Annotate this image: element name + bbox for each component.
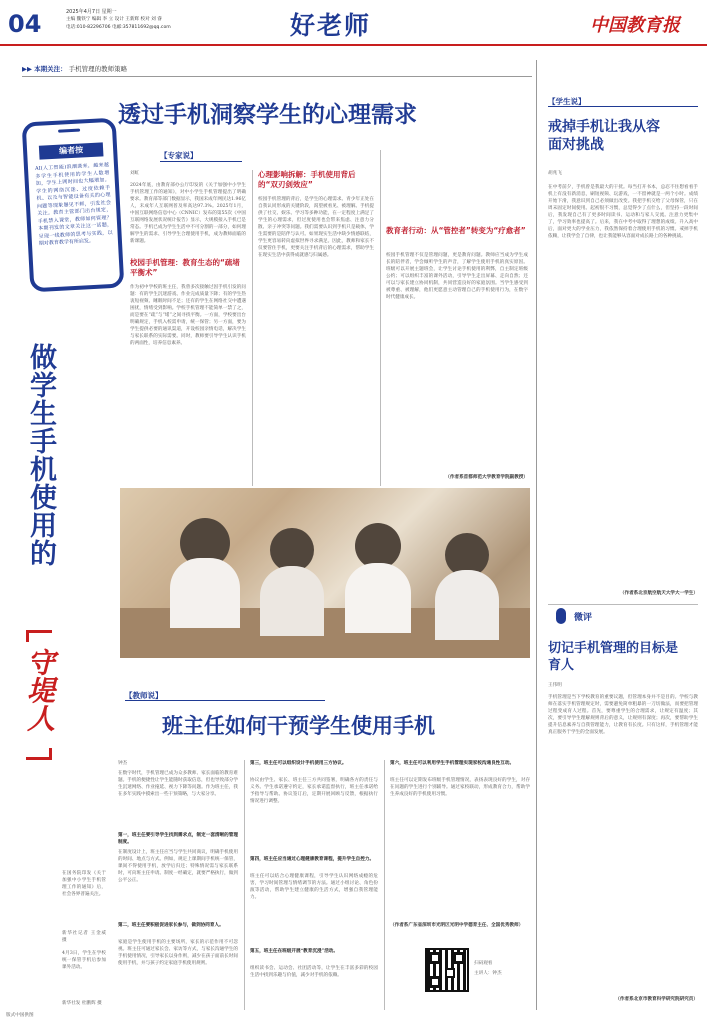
focus-topic: 手机管理的教师策略	[68, 65, 128, 73]
teacher-s1: 第一，班主任要引导学生找到需求点，制定一套清晰的管理制度。	[118, 833, 238, 845]
expert-sub-2: 心理影响拆解：手机使用背后的“双刃剑效应”	[258, 170, 356, 189]
editor-note-text: AI(人工智能)浪潮袭来，越来越多学生手机使用的学生人数增加，学生上网时间也大幅增加。学生的网络沉迷、过度依赖手机、以及与智能设备有关的心理问题等现象屡见不鲜，引发社会关注。教育主管部门出台规定，手机禁入课堂，教师如何管理？本期刊发的文章关注这一话题，呈现一线教师的思考与实践，以期对教育教学有所启发。	[34, 162, 113, 247]
expert-credit: （作者系首都师范大学教育学院副教授）	[445, 475, 528, 480]
weiping-tag: 微评	[574, 613, 593, 623]
editor-line: 主编 魏铁宁 编辑 李 立 设计 王新辉 校对 刘 睿	[66, 17, 162, 22]
phone-speaker	[58, 129, 80, 133]
headline-quote-open	[26, 630, 52, 642]
qr-code[interactable]	[425, 948, 469, 992]
footer-credit: 版式中国供图	[6, 1013, 34, 1018]
expert-lead: 2024年底，由教育部办公厅印发的《关于加强中小学生手机管理工作的通知》，对中小学生手机管理提出了明确要求。教育部等部门数据显示，我国未成年网民达1.96亿人，未成年人互联网普及率高达97.3%。2025年1月，中国互联网络信息中心（CNNIC）发布的第55次《中国互联网络发展状况统计报告》显示，大规模接入手机已是常态。手机已成为学生生活中不可分割的一部分，如何理解学生的需求、引导学生合理使用手机，成为教师面临的新课题。	[130, 183, 246, 244]
masthead: 中国教育报	[590, 15, 680, 36]
weiping-title: 切记手机管理的目标是育人	[548, 641, 679, 673]
teacher-body-1: 在数字时代，手机管理已成为众多教师、家长面临的教育难题。手机的便捷性让学生能随时获取信息，但也导致部分学生沉迷网络、作业拖延、视力下降等问题。作为班主任，我在多年实践中摸索出一些干预策略，与大家分享。	[118, 771, 238, 797]
headline-quote-close	[26, 748, 52, 760]
weiping-credit: （作者系北京市教育科学研究院研究员）	[615, 997, 698, 1002]
student-title: 戒掉手机让我从容面对挑战	[548, 119, 660, 153]
photo-overlay	[120, 488, 530, 658]
teacher-body-2: 在制度设计上，班主任应当与学生共同商议，明确手机使用的时间、地点与方式。例如，规定上课期间手机统一保管，课间不得使用手机，放学后归还；特殊情况需与家长联系时，可向班主任申请。制度一经确定，就要严格执行，做到公平公正。	[118, 850, 238, 883]
classroom-photo	[120, 488, 530, 658]
teacher-body-3: 家庭是学生使用手机的主要场所，家长的示范作用不可忽视。班主任可通过家长会、家访等方式，与家长沟通学生的手机使用情况，引导家长以身作则，减少在孩子面前长时间使用手机，并与孩子约定家庭手机使用规则。	[118, 940, 238, 966]
expert-sub-1: 校园手机管理：教育生态的“疏堵平衡术”	[130, 258, 240, 277]
expert-body-2: 校园手机管理的背后，是学生的心理需求。青少年正处在自我认同形成的关键阶段，渴望被看见、被理解。手机提供了社交、娱乐、学习等多种功能，在一定程度上满足了学生的心理需求，但过度使用也会带来焦虑、注意力分散、亲子冲突等问题。我们需要认识到手机只是载体，学生需要的是陪伴与认可。如果现实生活中缺少情感联结，学生更容易转向虚拟世界寻求满足。因此，教师和家长不仅要管住手机，更要关注手机背后的心理需求，帮助学生在现实生活中获得成就感与归属感。	[258, 197, 374, 258]
section-title: 好老师	[290, 11, 372, 40]
teacher-title: 班主任如何干预学生使用手机	[162, 713, 435, 738]
student-tag-rule	[548, 106, 698, 107]
sidebar-note-2: 4月3日，学生在学校统一保管手机后参加课外活动。	[62, 951, 106, 970]
expert-body-3: 校园手机管理不仅是管理问题，更是教育问题。教师应当成为学生成长的陪伴者，学会倾听学生的声音，了解学生使用手机的真实原因。班级可以开展主题班会，让学生讨论手机使用的利弊，自主制定班级公约；可以组织丰富的课外活动，引导学生走出屏幕、走向自然；还可以与家长建立协同机制，共同营造良好的家庭氛围。当学生感受到被尊重、被理解，他们更愿意主动管理自己的手机使用行为，在数字时代健康成长。	[386, 253, 528, 300]
col-rule-1	[252, 170, 253, 486]
focus-rule	[22, 76, 532, 77]
student-credit: （作者系北京航空航天大学大一学生）	[619, 591, 698, 596]
student-tag: 【学生说】	[548, 97, 586, 106]
teacher-body-5: 班主任可以结合心理健康课程，引导学生认识网络成瘾的危害，学习时间管理与情绪调节的方法。通过小组讨论、角色扮演等活动，帮助学生建立健康的生活方式，增强自我管理能力。	[250, 874, 378, 900]
teacher-s6: 第六，班主任可以利用学生手机管理实现家校沟通良性互动。	[390, 761, 515, 766]
qr-caption-2: 主讲人：钟杰	[474, 971, 502, 976]
headline-main: 做学生手机使用的	[25, 343, 56, 567]
teacher-credit: （作者系广东省深圳市光明区光明中学德育主任、全国优秀教师）	[390, 923, 524, 928]
teacher-body-7: 班主任可以定期发布班级手机管理情况，表扬表现良好的学生，对存在问题的学生进行个别辅导。通过家校联动，形成教育合力，帮助学生养成良好的手机使用习惯。	[390, 778, 530, 797]
headline-keyword: 守堤人	[23, 648, 56, 732]
teacher-author: 钟杰	[118, 761, 128, 766]
expert-sub-3: 教育者行动：从“管控者”转变为“疗愈者”	[386, 226, 526, 235]
page-header	[0, 0, 707, 46]
teacher-tag: 【教师说】	[125, 691, 163, 700]
sidebar-byline-1: 新华社记者 王金威 摄	[62, 931, 106, 943]
sidebar-byline-2: 新华社发 杜鹏辉 摄	[62, 1001, 102, 1006]
teacher-s5: 第五，班主任在班级开展“教育沉浸”活动。	[250, 949, 338, 954]
phone-line: 电话:010-82296706 电邮:357811692@qq.com	[66, 25, 171, 30]
teacher-tag-rule	[125, 700, 325, 701]
right-col-border	[536, 60, 537, 1010]
teacher-s2: 第二，班主任要积极促进家长参与，做到协同育人。	[118, 923, 224, 928]
student-author: 胡兆飞	[548, 171, 562, 176]
page-number: 04	[8, 10, 42, 38]
col-rule-2	[380, 150, 381, 486]
teacher-body-4: 协议由学生、家长、班主任三方共同签署，明确各方的责任与义务。学生承诺遵守约定，家长承诺监督执行，班主任承诺给予指导与帮助。协议签订后，定期开展回顾与反馈，根据执行情况进行调整。	[250, 778, 378, 804]
arrow-icon: ▶▶	[22, 65, 32, 73]
sidebar-note-1: 在国务院印发《关于加强中小学生手机管理工作的通知》后，社会各界普遍关注。	[62, 871, 106, 897]
teacher-s4: 第四，班主任应当通过心理健康教育课程，提升学生自控力。	[250, 857, 375, 862]
editor-note-tag: 编者按	[39, 142, 104, 159]
date-line: 2025年4月7日 星期一	[66, 9, 117, 15]
teacher-s3: 第三，班主任可以组织设计手机使用三方协议。	[250, 761, 347, 766]
expert-tag: 【专家说】	[160, 151, 198, 160]
student-body: 在中考前夕，手机曾是我最大的干扰。每当打开书本，总忍不住想看看手机上有没有新消息，刷短视频、玩游戏，一不留神就是一两个小时。成绩开始下滑，我意识到自己必须做出改变。我把手机交给了父母保管，只在周末固定时间使用。起初很不习惯，总觉得少了点什么，但坚持一段时间后，我发现自己有了更多时间读书、运动和与家人交流。注意力更集中了，学习效率也提高了。后来，我在中考中取得了理想的成绩。升入高中后，面对更大的学业压力，我依然保持着合理使用手机的习惯。戒掉手机依赖，让我学会了自律，也让我能够从容面对成长路上的各种挑战。	[548, 185, 698, 239]
expert-author: 刘虹	[130, 171, 140, 176]
focus-bar	[22, 64, 127, 73]
expert-lead-cont	[258, 150, 374, 170]
expert-body-1: 作为初中学校的班主任，我曾多次接触过因手机引发的问题：有的学生沉迷游戏、作业完成质量下降；有的学生热衷短视频、睡眠时间不足；还有的学生在网络社交中遭遇困扰，情绪受到影响。学校手机管理不能简单一禁了之，而是要在“疏”与“堵”之间寻找平衡。一方面，学校要出台明确规定，手机入校需申请，统一保管；另一方面，要为学生提供必要的通讯渠道，开设校园亲情电话，解决学生与家长联系的实际需要。同时，教师要引导学生认识手机的两面性，培养信息素养。	[130, 285, 246, 346]
weiping-author: 王伟明	[548, 683, 562, 688]
teacher-body-6: 组织读书会、运动会、社团活动等，让学生在丰富多彩的校园生活中找到乐趣与价值，减少对手机的依赖。	[250, 966, 378, 978]
focus-label: 本期关注：	[34, 65, 67, 73]
expert-tag-rule	[160, 161, 242, 162]
col-rule-3	[244, 760, 245, 1010]
expert-title: 透过手机洞察学生的心理需求	[118, 101, 417, 128]
weiping-divider	[548, 604, 698, 605]
editor-note-phone	[22, 118, 125, 293]
weiping-body: 手机管理是当下学校教育的重要议题，但管理本身并不是目的。学校与教师在落实手机管理规定时，需要避免简单粗暴的一刀切做法，而要把管理过程变成育人过程。首先，要尊重学生的合理需求，让规定有温度；其次，要引导学生理解规则背后的意义，让规则有深度；再次，要帮助学生提升信息素养与自我管理能力，让教育有长度。只有这样，手机管理才能真正服务于学生的全面发展。	[548, 695, 698, 735]
microphone-icon	[556, 608, 566, 624]
qr-caption-1: 扫码观看	[474, 961, 493, 966]
col-rule-4	[384, 760, 385, 1010]
